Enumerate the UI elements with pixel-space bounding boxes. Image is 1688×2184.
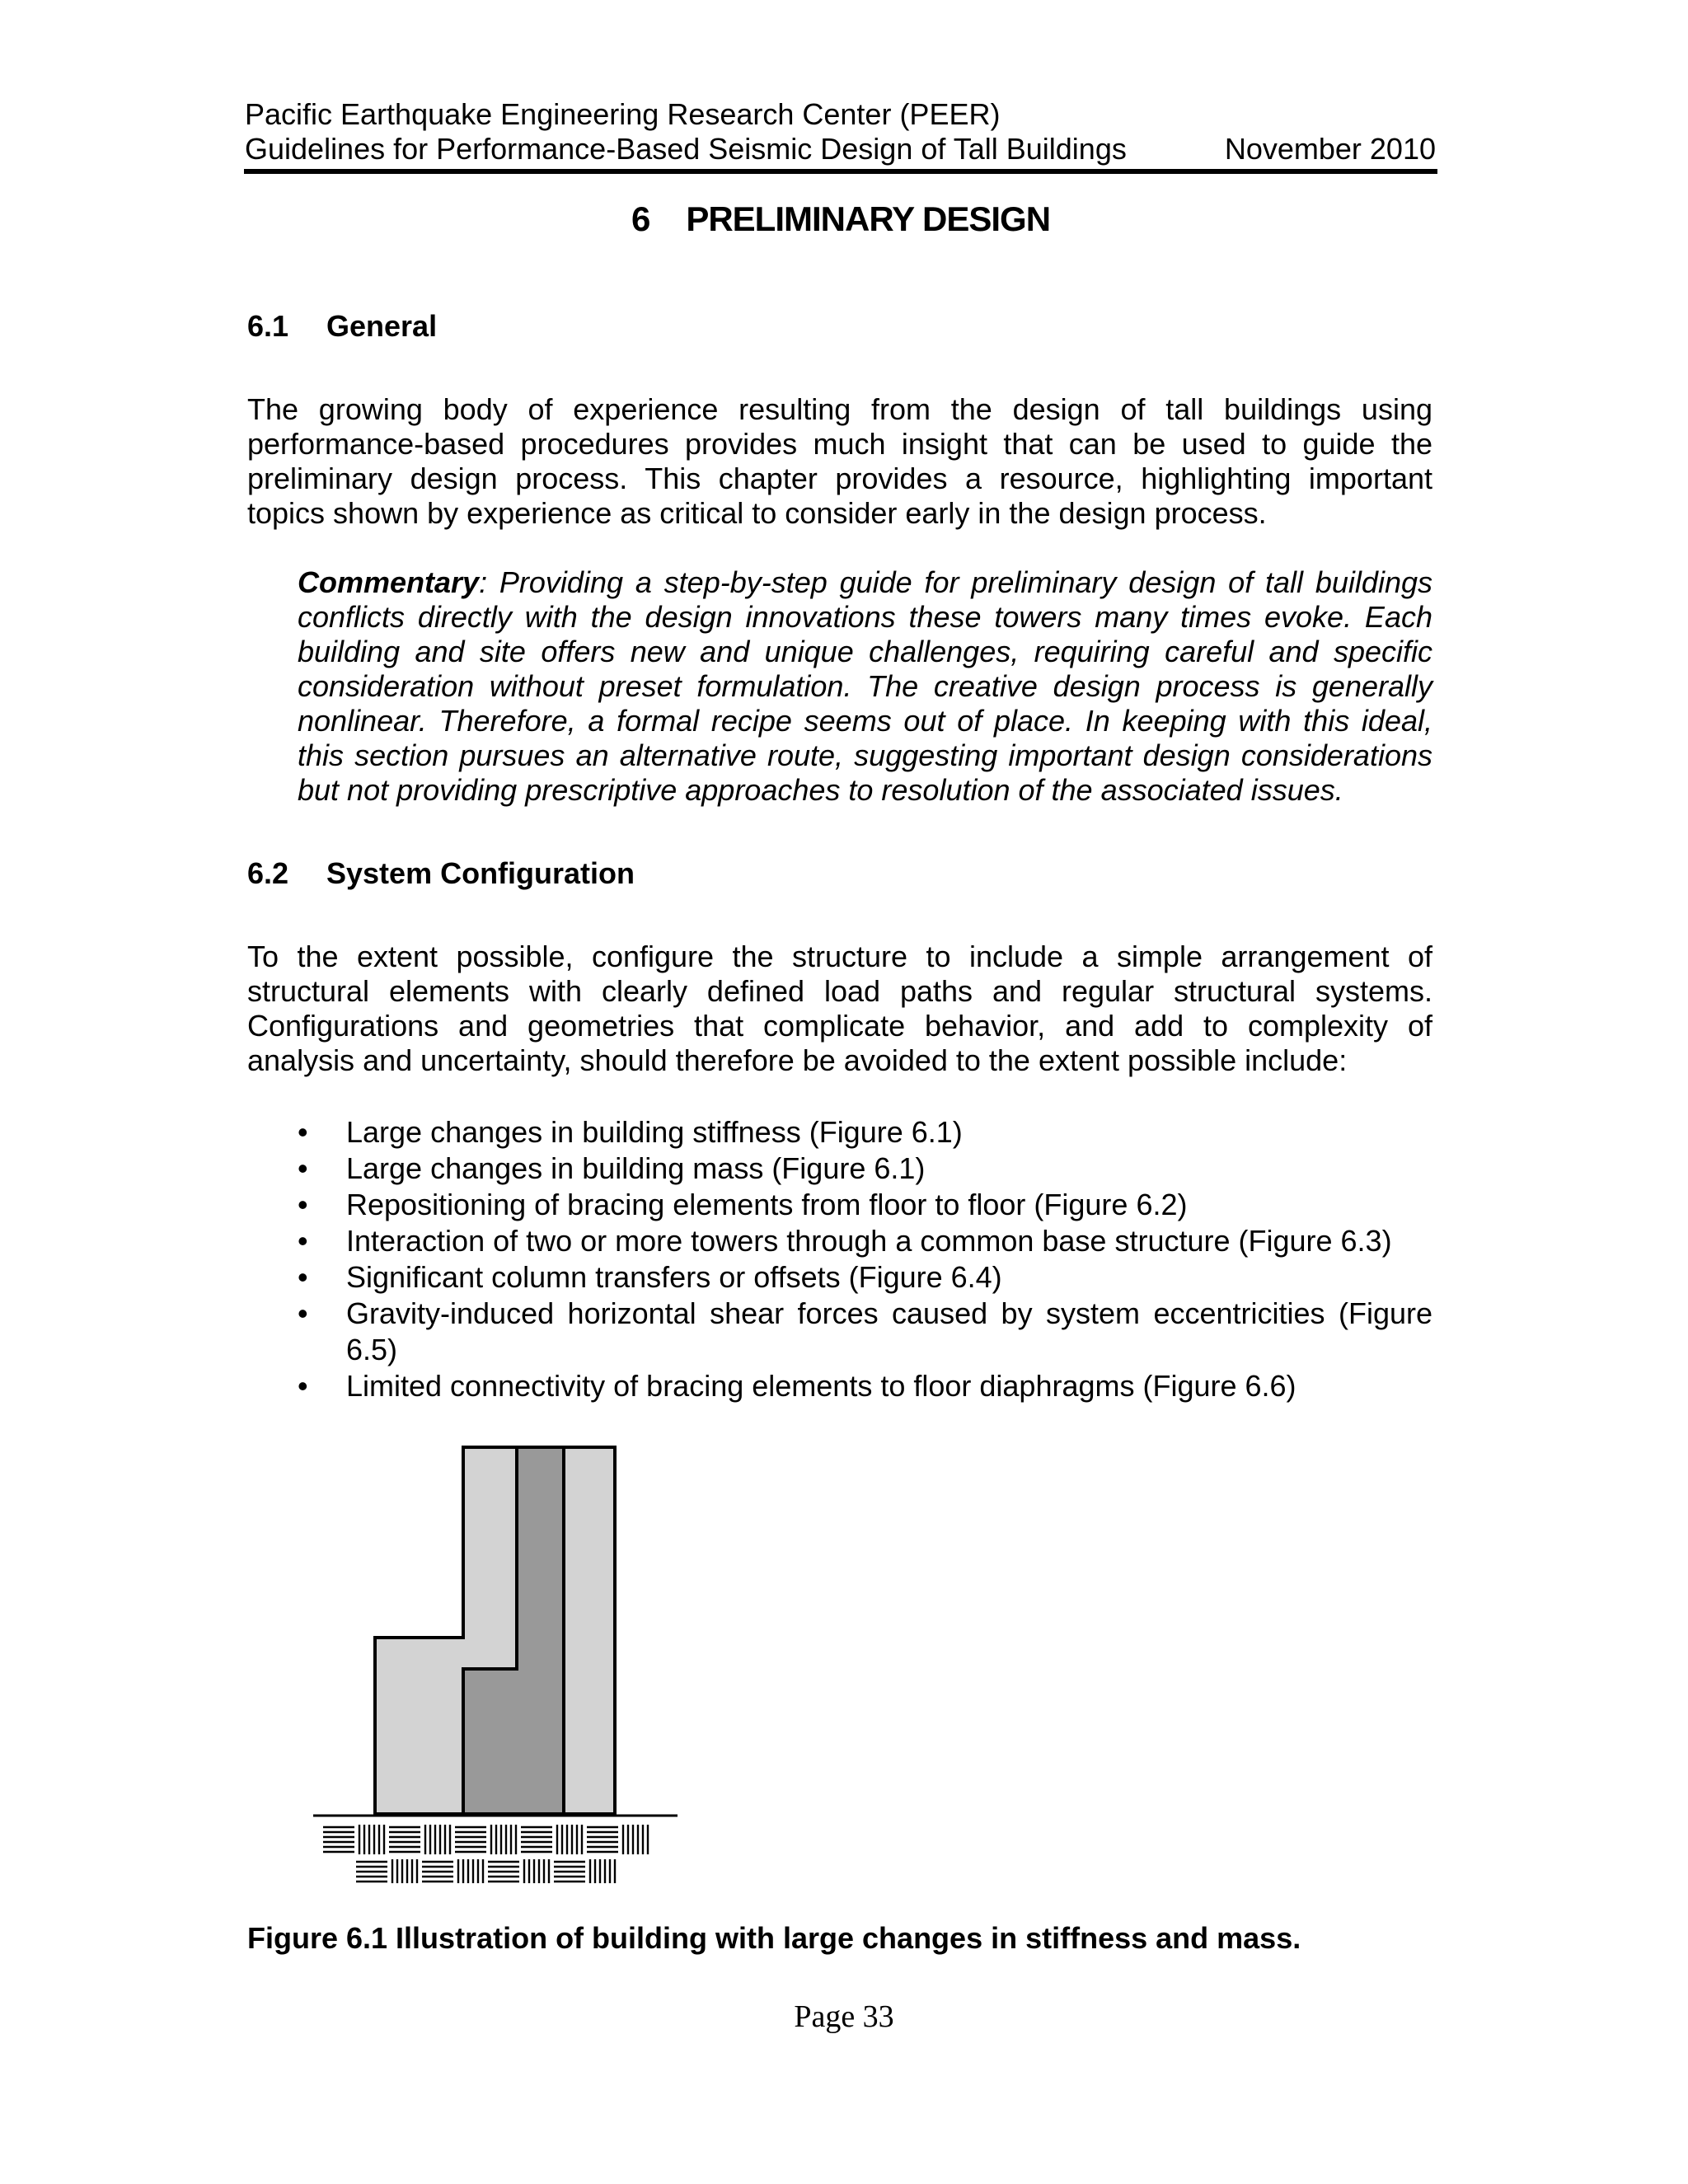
system-configuration-paragraph: To the extent possible, configure the structure to include a simple arrangement of structural elements with clearly defined load paths and regular structural systems. Configurations and geometries that complicate behavior, and add to complexity of analysis and uncertainty, should therefore be avoided to the extent possible include:: [247, 940, 1432, 1077]
chapter-title: PRELIMINARY DESIGN: [686, 199, 1051, 238]
list-item: • Significant column transfers or offsets (Figure 6.4): [298, 1260, 1002, 1294]
page-number: Page 33: [794, 1999, 894, 2034]
bullet-icon: •: [298, 1260, 308, 1294]
header-rule: [244, 169, 1437, 174]
section-title: System Configuration: [326, 856, 635, 890]
section-heading-6-1: [247, 308, 437, 344]
list-item: • Limited connectivity of bracing elements to floor diaphragms (Figure 6.6): [298, 1369, 1296, 1403]
running-header-title-row: [245, 132, 1436, 166]
soil-hatch-pattern: [323, 1825, 648, 1883]
list-item: • Interaction of two or more towers through a common base structure (Figure 6.3): [298, 1224, 1392, 1258]
section-title: General: [326, 309, 438, 343]
bullet-icon: •: [298, 1115, 308, 1149]
section-number: 6.1: [247, 309, 289, 343]
running-header-document-title: Guidelines for Performance-Based Seismic Design of Tall Buildings: [245, 132, 1127, 166]
section-number: 6.2: [247, 856, 289, 890]
bullet-icon: •: [298, 1296, 308, 1330]
chapter-heading: [244, 198, 1437, 241]
list-item: • Repositioning of bracing elements from floor to floor (Figure 6.2): [298, 1188, 1188, 1221]
figure-caption: Figure 6.1 Illustration of building with large changes in stiffness and mass.: [247, 1921, 1301, 1955]
section-heading-6-2: [247, 855, 635, 892]
list-item: • Gravity-induced horizontal shear forces caused by system eccentricities (Figure 6.5): [298, 1296, 1432, 1366]
bullet-icon: •: [298, 1151, 308, 1185]
list-item: • Large changes in building mass (Figure 6.1): [298, 1151, 926, 1185]
configuration-list: [298, 1114, 1432, 1404]
commentary-label: Commentary: [298, 565, 480, 599]
bullet-icon: •: [298, 1224, 308, 1258]
running-header-date: November 2010: [1224, 132, 1436, 166]
bullet-icon: •: [298, 1188, 308, 1221]
building-elevation: [375, 1447, 615, 1814]
figure-building-illustration: [313, 1434, 684, 1883]
bullet-icon: •: [298, 1369, 308, 1403]
commentary-text: : Providing a step-by-step guide for preliminary design of tall buildings conflicts directly with the design innovations these towers many times evoke. Each building and site offers new and unique challenges, requiring careful and specific consideration without preset formulation. The creative design process is generally nonlinear. Therefore, a formal recipe seems out of place. In keeping with this ideal, this section pursues an alternative route, suggesting important design considerations but not providing prescriptive approaches to resolution of the associated issues.: [298, 565, 1432, 807]
chapter-number: 6: [631, 199, 650, 238]
commentary-paragraph: [298, 565, 1432, 808]
running-header-organization: Pacific Earthquake Engineering Research Center (PEER): [245, 97, 1001, 131]
general-paragraph: The growing body of experience resulting from the design of tall buildings using performance-based procedures provides much insight that can be used to guide the preliminary design process. This chapter provides a resource, highlighting important topics shown by experience as critical to consider early in the design process.: [247, 392, 1432, 530]
list-item: • Large changes in building stiffness (Figure 6.1): [298, 1115, 963, 1149]
